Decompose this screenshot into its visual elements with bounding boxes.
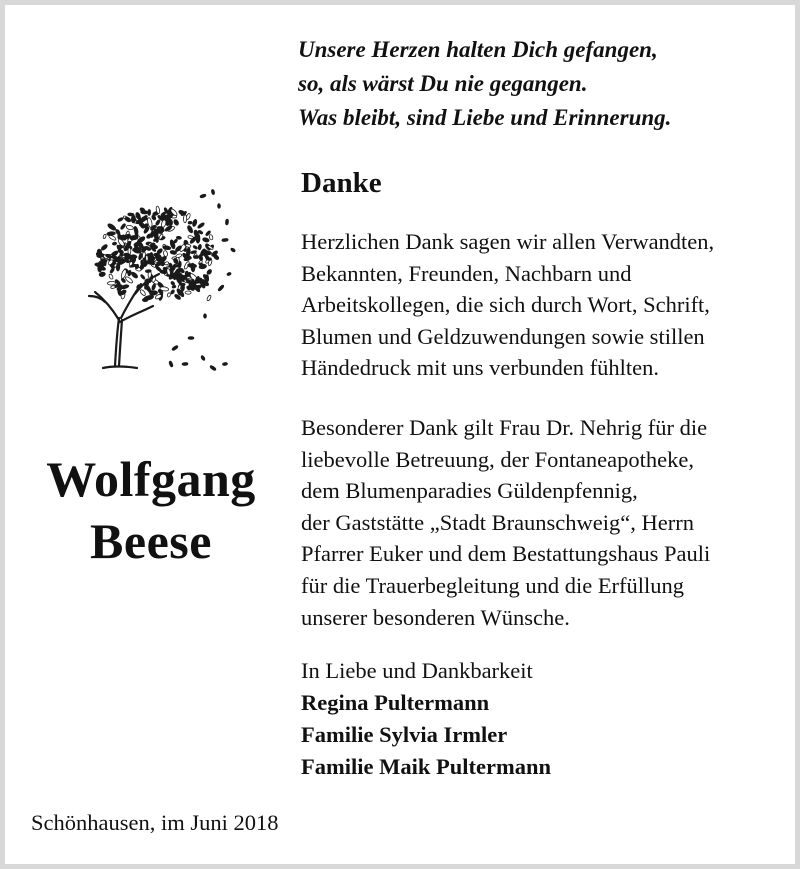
- text-line: für die Trauerbegleitung und die Erfüllung: [301, 572, 685, 598]
- text-line: liebevolle Betreuung, der Fontaneapotheke,: [301, 446, 694, 472]
- deceased-first-name: Wolfgang: [46, 451, 256, 507]
- text-line: unserer besonderen Wünsche.: [301, 604, 570, 630]
- text-line: Blumen und Geldzuwendungen sowie stillen: [301, 323, 705, 349]
- text-line: Arbeitskollegen, die sich durch Wort, Schrift,: [301, 292, 710, 318]
- windblown-tree-icon: [75, 188, 245, 378]
- signatory: Familie Sylvia Irmler: [301, 722, 508, 747]
- poem-line-2: so, als wärst Du nie gegangen.: [298, 71, 588, 96]
- poem-line-3: Was bleibt, sind Liebe und Erinnerung.: [298, 105, 672, 130]
- text-line: Besonderer Dank gilt Frau Dr. Nehrig für die: [301, 415, 708, 440]
- text-line: Händedruck mit uns verbunden fühlten.: [301, 355, 660, 381]
- thanks-paragraph-1: [301, 226, 791, 384]
- text-line: Bekannten, Freunden, Nachbarn und: [301, 260, 632, 286]
- text-line: Pfarrer Euker und dem Bestattungshaus Pauli: [301, 541, 711, 567]
- signatory: Regina Pultermann: [301, 690, 490, 715]
- closing-block: [301, 655, 791, 783]
- signatory: Familie Maik Pultermann: [301, 754, 551, 779]
- thanks-heading: Danke: [301, 167, 382, 199]
- deceased-last-name: Beese: [90, 513, 212, 569]
- text-line: dem Blumenparadies Güldenpfennig,: [301, 478, 638, 504]
- thanks-paragraph-2: [301, 412, 791, 633]
- text-line: Herzlichen Dank sagen wir allen Verwandten,: [301, 229, 715, 254]
- poem: [298, 33, 788, 135]
- text-line: der Gaststätte „Stadt Braunschweig“, Herrn: [301, 509, 694, 535]
- closing-intro: In Liebe und Dankbarkeit: [301, 658, 533, 683]
- poem-line-1: Unsere Herzen halten Dich gefangen,: [298, 37, 658, 62]
- place-and-date: Schönhausen, im Juni 2018: [31, 810, 279, 835]
